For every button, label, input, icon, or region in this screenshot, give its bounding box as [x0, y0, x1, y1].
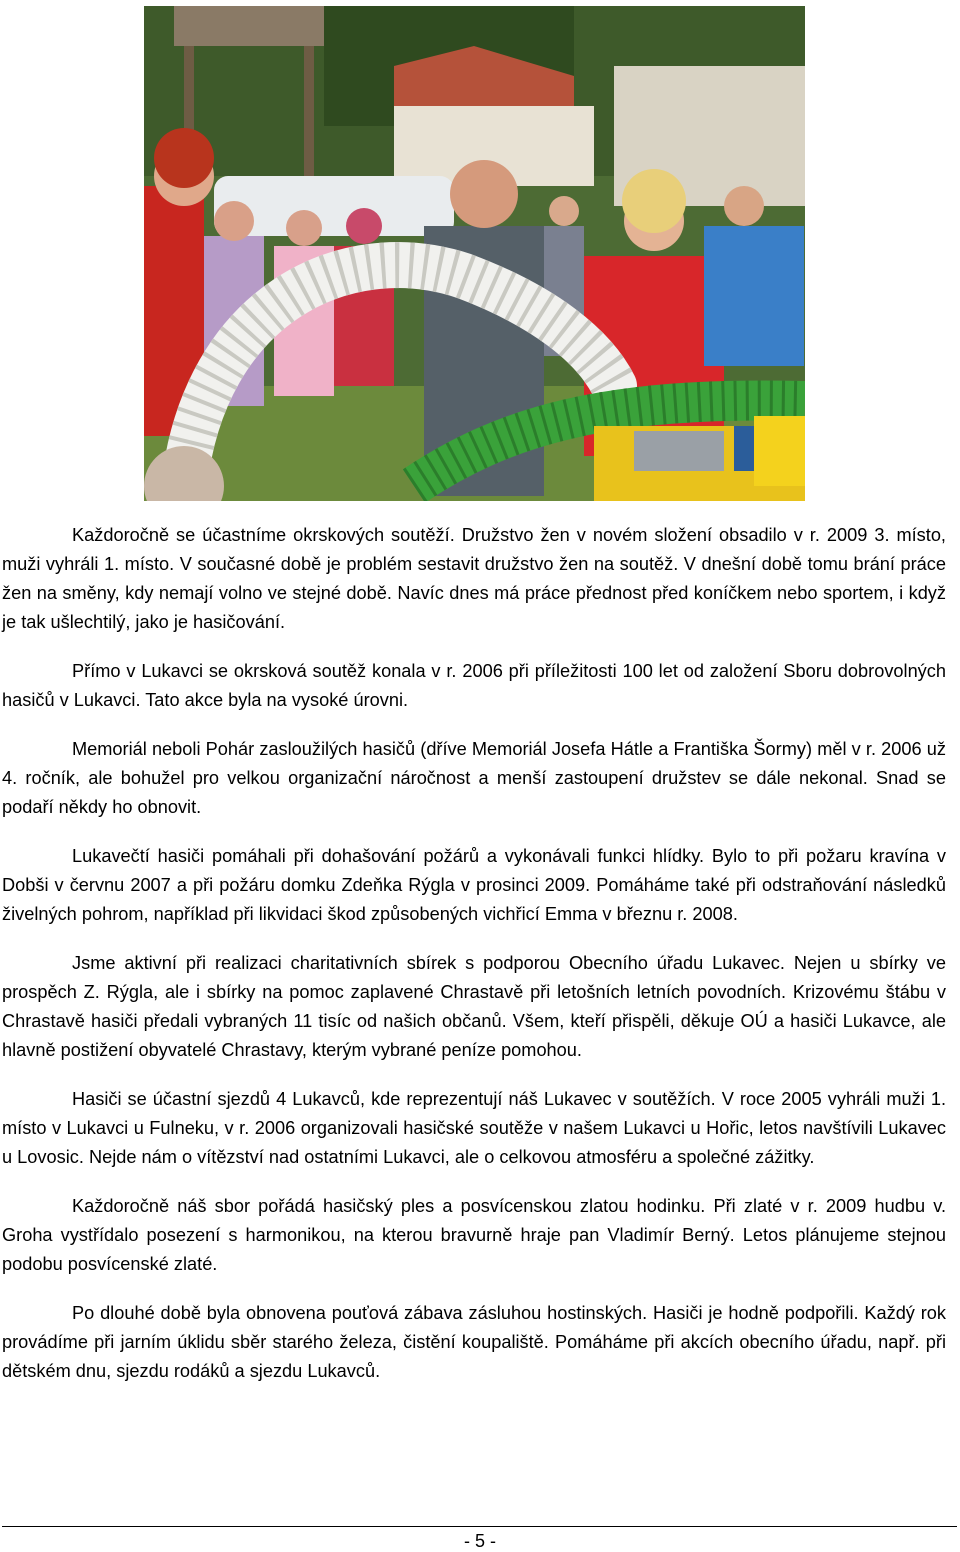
paragraph-memorial: Memoriál neboli Pohár zasloužilých hasičů (dříve Memoriál Josefa Hátle a Františka Šormy) měl v r. 2006 už 4. ročník, ale bohužel pro velkou organizační náročnost a menší zastoupení družstev se dále nekonal. Snad se podaří někdy ho obnovit.: [2, 739, 946, 817]
article-body: [2, 521, 946, 1406]
paragraph-fair: Po dlouhé době byla obnovena pouťová zábava zásluhou hostinských. Hasiči je hodně podpořili. Každý rok provádíme při jarním úklidu sběr starého železa, čistění koupaliště. Pomáháme při akcích obecního úřadu, např. při dětském dnu, sjezdu rodáků a sjezdu Lukavců.: [2, 1303, 946, 1381]
paragraph-competitions: Každoročně se účastníme okrskových soutěží. Družstvo žen v novém složení obsadilo v r. 2009 3. místo, muži vyhráli 1. místo. V současné době je problém sestavit družstvo žen na soutěž. V dnešní době tomu brání práce žen na směny, kdy nemají volno ve stejné době. Navíc dnes má práce přednost před koníčkem nebo sportem, i když je tak ušlechtilý, jako je hasičování.: [2, 525, 946, 632]
page-number: - 5 -: [463, 1531, 496, 1551]
footer-divider: [2, 1526, 957, 1527]
paragraph-charity: Jsme aktivní při realizaci charitativních sbírek s podporou Obecního úřadu Lukavec. Nejen u sbírky ve prospěch Z. Rýgla, ale i sbírky na pomoc zaplavené Chrastavě při letošních letních povodních. Krizovému štábu v Chrastavě hasiči předali vybraných 11 tisíc od našich občanů. Všem, kteří přispěli, děkuje OÚ a hasiči Lukavce, ale hlavně postižení obyvatelé Chrastavy, kterým vybrané peníze pomohou.: [2, 953, 946, 1060]
paragraph-lukavec-meetings: Hasiči se účastní sjezdů 4 Lukavců, kde reprezentují náš Lukavec v soutěžích. V roce 2005 vyhráli muži 1. místo v Lukavci u Fulneku, v r. 2006 organizovali hasičské soutěže v našem Lukavci u Hořic, letos navštívili Lukavec u Lovosic. Nejde nám o vítězství nad ostatními Lukavci, ale o celkovou atmosféru a společné zážitky.: [2, 1089, 946, 1167]
paragraph-district-competition: Přímo v Lukavci se okrsková soutěž konala v r. 2006 při příležitosti 100 let od založení Sboru dobrovolných hasičů v Lukavci. Tato akce byla na vysoké úrovni.: [2, 661, 946, 710]
paragraph-fire-help: Lukavečtí hasiči pomáhali při dohašování požárů a vykonávali funkci hlídky. Bylo to při požaru kravína v Dobši v červnu 2007 a při požáru domku Zdeňka Rýgla v prosinci 2009. Pomáháme také při odstraňování následků živelných pohrom, například při likvidaci škod způsobených vichřicí Emma v březnu r. 2008.: [2, 846, 946, 924]
photo-firefighters-hose-demo-icon: [144, 6, 805, 501]
photo-firefighters: [144, 6, 805, 501]
paragraph-ball: Každoročně náš sbor pořádá hasičský ples a posvícenskou zlatou hodinku. Při zlaté v r. 2009 hudbu v. Groha vystřídalo posezení s harmonikou, na kterou bravurně hraje pan Vladimír Berný. Letos plánujeme stejnou podobu posvícenské zlaté.: [2, 1196, 946, 1274]
